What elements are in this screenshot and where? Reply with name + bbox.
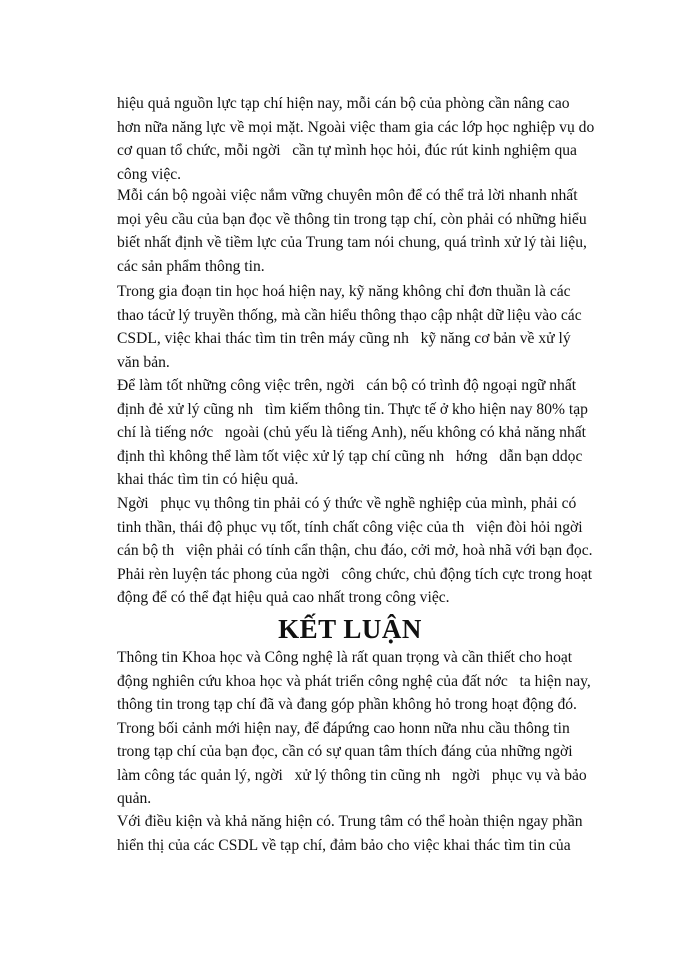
text-line: Trong bối cảnh mới hiện nay, để đápứng cao honn nữa nhu cầu thông tin <box>117 719 570 737</box>
text-line: khai thác tìm tin có hiệu quả. <box>117 471 299 488</box>
text-line: công việc. <box>117 165 182 183</box>
text-line: cán bộ th viện phải có tính cẩn thận, chu đáo, cởi mở, hoà nhã với bạn đọc. <box>117 542 593 559</box>
text-line: Mỗi cán bộ ngoài việc nắm vững chuyên môn để có thể trả lời nhanh nhất <box>117 187 578 204</box>
text-line: Phải rèn luyện tác phong của ngời công chức, chủ động tích cực trong hoạt <box>117 565 593 583</box>
conclusion-paragraph-2 <box>117 810 617 857</box>
text-line: thông tin trong tạp chí đã và đang góp phần không hỏ trong hoạt động đó. <box>117 696 577 713</box>
text-line: hơn nữa năng lực về mọi mặt. Ngoài việc tham gia các lớp học nghiệp vụ do <box>117 118 595 136</box>
text-line: làm công tác quản lý, ngời xử lý thông tin cũng nh ngời phục vụ và bảo <box>117 766 587 784</box>
text-line: hiệu quả nguồn lực tạp chí hiện nay, mỗi cán bộ của phòng cần nâng cao <box>117 95 570 112</box>
text-line: quản. <box>117 790 152 807</box>
text-line: trong tạp chí của bạn đọc, cần có sự quan tâm thích đáng của những ngời <box>117 743 573 760</box>
text-line: cơ quan tổ chức, mỗi ngời cần tự mình học hỏi, đúc rút kinh nghiệm qua <box>117 142 577 159</box>
text-line: tinh thần, thái độ phục vụ tốt, tính chất công việc của th viện đòi hỏi ngời <box>117 518 583 536</box>
text-line: định đẻ xử lý cũng nh tìm kiếm thông tin. Thực tế ở kho hiện nay 80% tạp <box>117 400 588 418</box>
text-line: động nghiên cứu khoa học và phát triển công nghệ của đất nớc ta hiện nay, <box>117 672 591 690</box>
text-line: thao tácử lý truyền thống, mà cần hiểu thông thạo cập nhật dữ liệu vào các <box>117 306 582 324</box>
text-line: Ngời phục vụ thông tin phải có ý thức về nghề nghiệp của mình, phải có <box>117 495 577 512</box>
paragraph-4 <box>117 374 617 492</box>
paragraph-3 <box>117 280 617 374</box>
section-heading: KẾT LUẬN <box>278 614 422 644</box>
text-line: văn bản. <box>117 353 170 371</box>
text-line: mọi yêu cầu của bạn đọc về thông tin trong tạp chí, còn phải có những hiểu <box>117 210 587 228</box>
paragraph-2 <box>117 184 617 278</box>
text-line: hiển thị của các CSDL về tạp chí, đảm bảo cho việc khai thác tìm tin của <box>117 836 571 854</box>
paragraph-1 <box>117 92 617 186</box>
text-line: các sản phẩm thông tin. <box>117 257 265 275</box>
text-line: biết nhất định về tiềm lực của Trung tam nói chung, quá trình xử lý tài liệu, <box>117 234 587 251</box>
text-line: Để làm tốt những công việc trên, ngời cán bộ có trình độ ngoại ngữ nhất <box>117 377 577 394</box>
conclusion-paragraph-1 <box>117 646 617 811</box>
text-line: định thì không thể làm tốt việc xử lý tạp chí cũng nh hớng dẫn bạn ddọc <box>117 447 583 465</box>
text-line: Thông tin Khoa học và Công nghệ là rất quan trọng và cần thiết cho hoạt <box>117 649 573 666</box>
paragraph-5 <box>117 492 617 610</box>
text-line: CSDL, việc khai thác tìm tin trên máy cũng nh kỹ năng cơ bản về xử lý <box>117 330 571 347</box>
text-line: Trong gia đoạn tin học hoá hiện nay, kỹ năng không chỉ đơn thuần là các <box>117 283 571 300</box>
text-line: động để có thể đạt hiệu quả cao nhất trong công việc. <box>117 589 450 606</box>
text-line: chí là tiếng nớc ngoài (chủ yếu là tiếng Anh), nếu không có khả năng nhất <box>117 424 586 441</box>
text-line: Với điều kiện và khả năng hiện có. Trung tâm có thể hoàn thiện ngay phần <box>117 813 583 830</box>
